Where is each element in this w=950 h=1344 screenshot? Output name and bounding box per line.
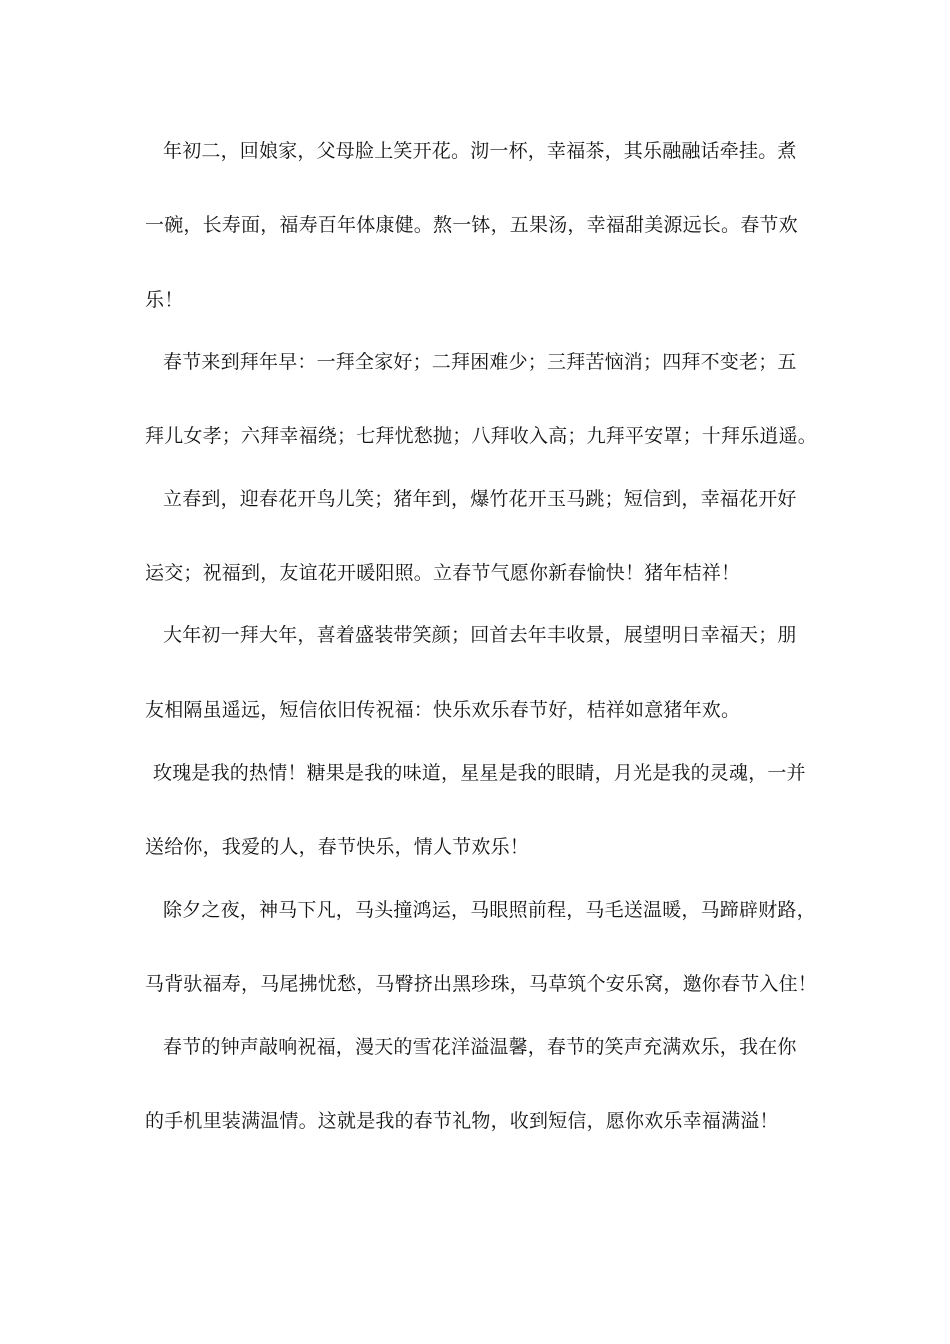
- paragraph-1-line-3: 乐！: [145, 289, 184, 311]
- paragraph-2-line-2: 拜儿女孝；六拜幸福绕；七拜忧愁抛；八拜收入高；九拜平安罩；十拜乐逍遥。: [145, 425, 818, 447]
- paragraph-4-line-2: 友相隔虽遥远，短信依旧传祝福：快乐欢乐春节好，桔祥如意猪年欢。: [145, 699, 741, 721]
- paragraph-6-line-2: 马背驮福寿，马尾拂忧愁，马臀挤出黑珍珠，马草筑个安乐窝，邀你春节入住！: [145, 973, 818, 995]
- paragraph-3-line-1: 立春到，迎春花开鸟儿笑；猪年到，爆竹花开玉马跳；短信到，幸福花开好: [163, 488, 797, 510]
- paragraph-2-line-1: 春节来到拜年早：一拜全家好；二拜困难少；三拜苦恼消；四拜不变老；五: [163, 351, 797, 373]
- paragraph-1-line-2: 一碗，长寿面，福寿百年体康健。熬一钵，五果汤，幸福甜美源远长。春节欢: [145, 214, 798, 236]
- paragraph-7-line-2: 的手机里装满温情。这就是我的春节礼物，收到短信，愿你欢乐幸福满溢！: [145, 1110, 779, 1132]
- paragraph-3-line-2: 运交；祝福到，友谊花开暖阳照。立春节气愿你新春愉快！猪年桔祥！: [145, 562, 741, 584]
- paragraph-5-line-2: 送给你，我爱的人，春节快乐，情人节欢乐！: [145, 836, 530, 858]
- paragraph-1-line-1: 年初二，回娘家，父母脸上笑开花。沏一杯，幸福茶，其乐融融话牵挂。煮: [163, 140, 797, 162]
- paragraph-6-line-1: 除夕之夜，神马下凡，马头撞鸿运，马眼照前程，马毛送温暖，马蹄辟财路，: [163, 899, 816, 921]
- paragraph-7-line-1: 春节的钟声敲响祝福，漫天的雪花洋溢温馨，春节的笑声充满欢乐，我在你: [163, 1036, 797, 1058]
- paragraph-4-line-1: 大年初一拜大年，喜着盛装带笑颜；回首去年丰收景，展望明日幸福天；朋: [163, 624, 797, 646]
- paragraph-5-line-1: 玫瑰是我的热情！糖果是我的味道，星星是我的眼睛，月光是我的灵魂，一并: [153, 762, 806, 784]
